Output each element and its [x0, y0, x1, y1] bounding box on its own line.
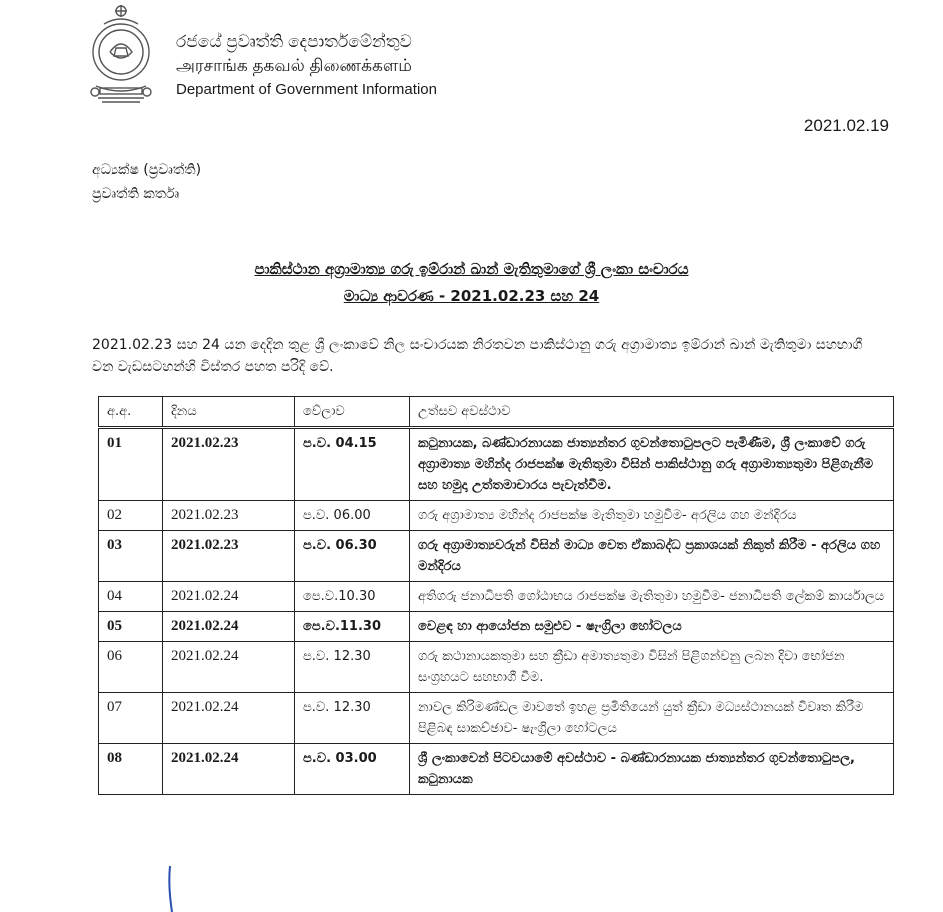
row-time: ප.ව. 12.30	[295, 693, 410, 744]
table-row	[99, 693, 894, 744]
row-number: 05	[99, 612, 163, 642]
row-event: ගරු අග්‍රාමාත්‍යවරුන් විසින් මාධ්‍ය වෙත ඒකාබද්ධ ප්‍රකාශයක් නිකුත් කිරීම - අරලිය ගහ මන්දිරය	[410, 531, 894, 582]
table-row	[99, 642, 894, 693]
header-event: උත්සව අවස්ථාව	[410, 397, 894, 428]
table-header-row	[99, 397, 894, 428]
document-date: 2021.02.19	[803, 116, 889, 135]
addressee-block	[92, 158, 201, 206]
row-event: ගරු කථානායකතුමා සහ ක්‍රීඩා අමාත්‍යතුමා විසින් පිළිගන්වනු ලබන දිවා භෝජන සංග්‍රහයට සහභාගී වීම.	[410, 642, 894, 693]
row-number: 02	[99, 501, 163, 531]
row-event: අතිගරු ජනාධිපති ගෝඨාභය රාජපක්ෂ මැතිතුමා හමුවීම- ජනාධිපති ලේකම් කාර්යාලය	[410, 582, 894, 612]
header-date: දිනය	[163, 397, 295, 428]
row-date: 2021.02.24	[163, 612, 295, 642]
table-row	[99, 582, 894, 612]
table-row	[99, 531, 894, 582]
row-date: 2021.02.24	[163, 693, 295, 744]
row-number: 07	[99, 693, 163, 744]
row-date: 2021.02.23	[163, 501, 295, 531]
header-time: වේලාව	[295, 397, 410, 428]
row-date: 2021.02.24	[163, 642, 295, 693]
organization-header	[176, 30, 437, 102]
row-number: 04	[99, 582, 163, 612]
row-time: ප.ව. 04.15	[295, 428, 410, 501]
title-line-2: මාධ්‍ය ආවරණ - 2021.02.23 සහ 24	[343, 287, 600, 305]
row-event: නාවල කිරිමණ්ඩල මාවතේ ඉහළ ප්‍රමිතියෙන් යුත් ක්‍රීඩා මධ්‍යස්ථානයක් විවෘත කිරීම පිළිබඳ සාකච්ඡාව- ෂැංග්‍රිලා හෝටලය	[410, 693, 894, 744]
org-name-english: Department of Government Information	[176, 81, 437, 98]
row-number: 01	[99, 428, 163, 501]
row-event: ගරු අග්‍රාමාත්‍ය මහින්ද රාජපක්ෂ මැතිතුමා හමුවීම- අරලිය ගහ මන්දිරය	[410, 501, 894, 531]
row-time: ප.ව. 03.00	[295, 744, 410, 795]
schedule-table	[98, 396, 894, 795]
row-event: වෙළඳ හා ආයෝජන සමුළුව - ෂැංග්‍රිලා හෝටලය	[410, 612, 894, 642]
sri-lanka-emblem-icon	[86, 2, 156, 106]
row-event: ශ්‍රී ලංකාවෙන් පිටවයාමේ අවස්ථාව - බණ්ඩාරනායක ජාත්‍යන්තර ගුවන්තොටුපල, කටුනායක	[410, 744, 894, 795]
addressee-line-2: ප්‍රවෘත්ති කර්තෘ	[92, 186, 180, 202]
table-row	[99, 428, 894, 501]
org-name-sinhala: රජයේ ප්‍රවෘත්ති දෙපාර්තමේන්තුව	[176, 32, 412, 51]
addressee-line-1: අධ්‍යක්ෂ (ප්‍රවෘත්ති)	[92, 162, 202, 178]
row-date: 2021.02.23	[163, 428, 295, 501]
row-time: ප.ව. 12.30	[295, 642, 410, 693]
table-row	[99, 744, 894, 795]
row-number: 08	[99, 744, 163, 795]
table-row	[99, 501, 894, 531]
pen-mark	[166, 866, 180, 912]
row-time: ප.ව. 06.30	[295, 531, 410, 582]
table-row	[99, 612, 894, 642]
row-time: පෙ.ව.10.30	[295, 582, 410, 612]
org-name-tamil: அரசாங்க தகவல் திணைக்களம்	[176, 56, 412, 75]
row-date: 2021.02.24	[163, 744, 295, 795]
row-number: 06	[99, 642, 163, 693]
row-date: 2021.02.24	[163, 582, 295, 612]
header-number: අ.අ.	[99, 397, 163, 428]
title-line-1: පාකිස්ථාන අග්‍රාමාත්‍ය ගරු ඉම්රාන් ඛාන් මැතිතුමාගේ ශ්‍රී ලංකා සංචාරය	[254, 260, 689, 278]
row-time: ප.ව. 06.00	[295, 501, 410, 531]
intro-paragraph: 2021.02.23 සහ 24 යන දෙදින තුළ ශ්‍රී ලංකාවේ නිල සංචාරයක නිරතවන පාකිස්ථානු ගරු අග්‍රාමාත්‍ය ඉම්රාන් ඛාන් මැතිතුමා සහභාගී වන වැඩසටහන්හි විස්තර පහත පරිදි වේ.	[92, 337, 863, 375]
row-number: 03	[99, 531, 163, 582]
row-time: පෙ.ව.11.30	[295, 612, 410, 642]
row-date: 2021.02.23	[163, 531, 295, 582]
row-event: කටුනායක, බණ්ඩාරනායක ජාත්‍යන්තර ගුවන්තොටුපලට පැමිණීම, ශ්‍රී ලංකාවේ ගරු අග්‍රාමාත්‍ය මහින්ද රාජපක්ෂ මැතිතුමා විසින් පාකිස්ථානු ගරු අග්‍රාමාත්‍යතුමා පිළිගැනීම සහ හමුදා උත්තමාචාරය පැවැත්වීම.	[410, 428, 894, 501]
document-title	[0, 256, 943, 310]
